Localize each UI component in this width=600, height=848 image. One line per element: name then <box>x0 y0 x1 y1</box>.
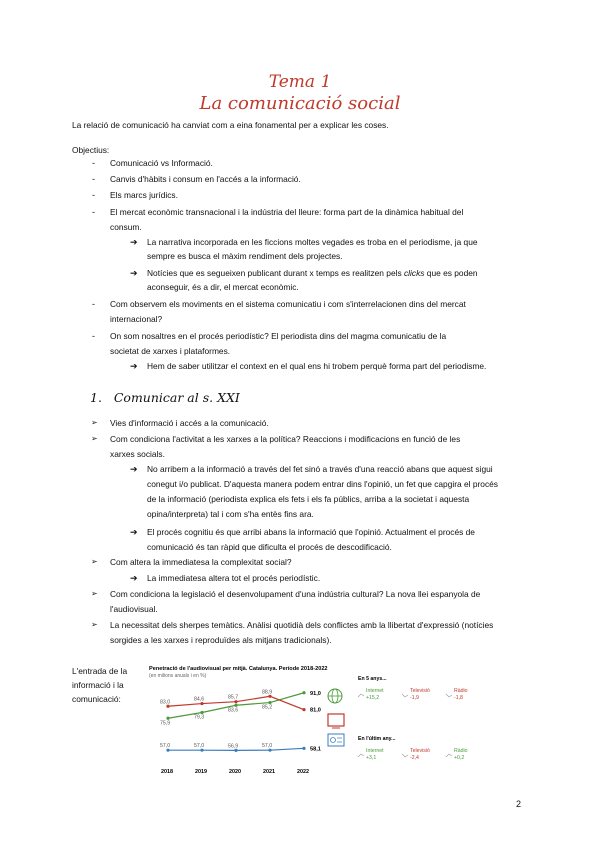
panel-change-value: -1,9 <box>410 695 419 701</box>
section-title: Comunicar al s. XXI <box>113 390 240 405</box>
sub-list-item: La immediatesa altera tot el procés periodístic. <box>147 573 321 583</box>
arrowhead-bullet-icon: ➢ <box>91 557 98 566</box>
data-label: 83,6 <box>228 707 239 714</box>
panel-media-name: Internet <box>366 688 384 694</box>
arrow-bullet-icon: ➔ <box>130 527 138 537</box>
chart-subtitle: (en milions anuals i en %) <box>149 673 207 679</box>
page-title: Tema 1 <box>268 72 332 92</box>
dash-bullet: - <box>92 174 95 184</box>
x-tick-label: 2022 <box>297 769 309 775</box>
trend-icon <box>402 754 408 757</box>
trend-icon <box>446 694 452 697</box>
trend-icon <box>402 694 408 697</box>
arrow-bullet-icon: ➔ <box>130 573 138 583</box>
list-item: Com altera la immediatesa la complexitat social? <box>110 557 292 567</box>
list-item: Canvis d'hàbits i consum en l'accés a la informació. <box>110 174 301 184</box>
dash-bullet: - <box>92 158 95 168</box>
arrow-bullet-icon: ➔ <box>130 464 138 474</box>
list-item: Com observem els moviments en el sistema comunicatiu i com s'interrelacionen dins del mercat <box>110 299 466 309</box>
section-number: 1. <box>90 390 102 405</box>
x-tick-label: 2019 <box>195 769 207 775</box>
sub-list-item <box>147 268 478 279</box>
list-item-continuation: internacional? <box>110 314 163 324</box>
italic-run: clicks <box>403 268 425 278</box>
data-label: 85,7 <box>228 694 239 701</box>
data-label: 79,3 <box>194 714 205 721</box>
x-tick-label: 2020 <box>229 769 241 775</box>
tv-icon <box>328 714 344 728</box>
page-subtitle: La comunicació social <box>199 93 401 114</box>
audiovisual-chart <box>146 662 546 784</box>
panel-change-value: +0,2 <box>454 755 465 761</box>
last-year-label: En l'últim any... <box>358 736 396 742</box>
arrow-bullet-icon: ➔ <box>130 268 138 278</box>
data-label: 58,1 <box>310 746 321 753</box>
arrowhead-bullet-icon: ➢ <box>91 434 98 443</box>
x-tick-label: 2018 <box>161 769 173 775</box>
data-point <box>302 747 305 750</box>
five-years-panel <box>358 688 468 701</box>
sub-list-item: La narrativa incorporada en les ficcions moltes vegades es troba en el periodisme, ja que <box>147 237 478 247</box>
intro-paragraph: La relació de comunicació ha canviat com a eina fonamental per a explicar les coses. <box>72 120 389 130</box>
data-label: 84,6 <box>194 696 205 703</box>
data-label: 91,0 <box>310 690 321 697</box>
side-label-line: comunicació: <box>72 694 121 704</box>
five-years-label: En 5 anys... <box>358 676 387 682</box>
sub-list-item-continuation: sempre es busca el màxim rendiment dels projectes. <box>147 251 343 261</box>
list-item-continuation: societat de xarxes i plataformes. <box>110 346 231 356</box>
radio-icon <box>328 734 344 746</box>
data-label: 57,0 <box>194 743 205 750</box>
list-item: Vies d'informació i accés a la comunicació. <box>110 418 269 428</box>
data-point <box>302 708 305 711</box>
panel-media-name: Ràdio <box>454 748 468 754</box>
globe-icon <box>328 689 342 703</box>
panel-media-name: Internet <box>366 748 384 754</box>
data-label: 57,0 <box>160 743 171 750</box>
sub-list-item-continuation: de la informació (periodista explica els fets i els fa públics, arriba a la societat i aquesta <box>147 494 470 504</box>
dash-bullet: - <box>92 190 95 200</box>
data-label: 85,2 <box>262 704 273 711</box>
sub-list-item-continuation: opina/interpreta) tal i com s'ha entès fins ara. <box>147 509 314 519</box>
arrowhead-bullet-icon: ➢ <box>91 620 98 629</box>
panel-media-name: Televisió <box>410 688 430 694</box>
list-item-continuation: l'audiovisual. <box>110 604 158 614</box>
panel-change-value: -2,4 <box>410 755 419 761</box>
text-run: que es poden <box>424 268 478 278</box>
list-item: Els marcs jurídics. <box>110 190 178 200</box>
arrow-bullet-icon: ➔ <box>130 361 138 371</box>
text-run: Notícies que es segueixen publicant durant x temps es realitzen pels <box>147 268 404 278</box>
dash-bullet: - <box>92 299 95 309</box>
data-label: 88,9 <box>262 689 273 696</box>
side-label-line: informació i la <box>72 680 124 690</box>
objectives-label: Objectius: <box>72 145 110 155</box>
section-heading <box>90 390 240 405</box>
panel-media-name: Televisió <box>410 748 430 754</box>
data-point <box>302 691 305 694</box>
chart-side-label <box>72 664 134 706</box>
last-year-panel <box>358 748 468 761</box>
trend-icon <box>446 754 452 757</box>
list-item: Com condiciona l'activitat a les xarxes a la política? Reaccions i modificacions en funció de les <box>110 434 461 444</box>
sub-list-item: Hem de saber utilitzar el context en el qual ens hi trobem perquè forma part del periodisme. <box>147 361 487 371</box>
list-item: On som nosaltres en el procés periodístic? El periodista dins del magma comunicatiu de la <box>110 331 447 341</box>
data-label: 83,0 <box>160 699 171 706</box>
sub-list-item: El procés cognitiu és que arribi abans la informació que l'opinió. Actualment el procés de <box>147 527 475 537</box>
list-item: El mercat econòmic transnacional i la indústria del lleure: forma part de la dinàmica habitual del <box>110 207 464 217</box>
list-item-continuation: sorgides a les xarxes i reproduïdes als mitjans tradicionals). <box>110 635 332 645</box>
list-item-continuation: xarxes socials. <box>110 449 165 459</box>
arrowhead-bullet-icon: ➢ <box>91 589 98 598</box>
sub-list-item-continuation: comunicació és tan ràpid que dificulta el procés de descodificació. <box>147 542 392 552</box>
trend-icon <box>358 754 364 757</box>
x-tick-label: 2021 <box>263 769 275 775</box>
page-number: 2 <box>516 799 522 809</box>
arrowhead-bullet-icon: ➢ <box>91 418 98 427</box>
list-item: Com condiciona la legislació el desenvolupament d'una indústria cultural? La nova llei espanyola de <box>110 589 481 599</box>
list-item: La necessitat dels sherpes temàtics. Anàlisi quotidià dels conflictes amb la llibertat d'expressió (notícies <box>110 620 494 630</box>
sub-list-item: No arribem a la informació a través del fet sinó a través d'una reacció abans que aquest sigui <box>147 464 493 474</box>
side-label-line: L'entrada de la <box>72 666 128 676</box>
sub-list-item-continuation: conegut i/o publicat. D'aquesta manera podem entrar dins l'opinió, un fet que capgira el procés <box>147 479 498 489</box>
dash-bullet: - <box>92 207 95 217</box>
panel-change-value: +15,2 <box>366 695 380 701</box>
chart-title: Penetració de l'audiovisual per mitjà. Catalunya. Període 2018-2022 <box>149 666 328 672</box>
panel-change-value: -1,8 <box>454 695 463 701</box>
data-label: 57,0 <box>262 743 273 750</box>
panel-media-name: Ràdio <box>454 688 468 694</box>
data-label: 56,9 <box>228 743 239 750</box>
trend-icon <box>358 694 364 697</box>
arrow-bullet-icon: ➔ <box>130 237 138 247</box>
list-item-continuation: consum. <box>110 222 142 232</box>
data-label: 75,9 <box>160 720 171 727</box>
sub-list-item-continuation: aconseguir, és a dir, el mercat econòmic. <box>147 282 299 292</box>
panel-change-value: +3,1 <box>366 755 377 761</box>
chart-plot-area <box>160 689 321 775</box>
data-label: 81,0 <box>310 707 321 714</box>
dash-bullet: - <box>92 331 95 341</box>
list-item: Comunicació vs Informació. <box>110 158 213 168</box>
